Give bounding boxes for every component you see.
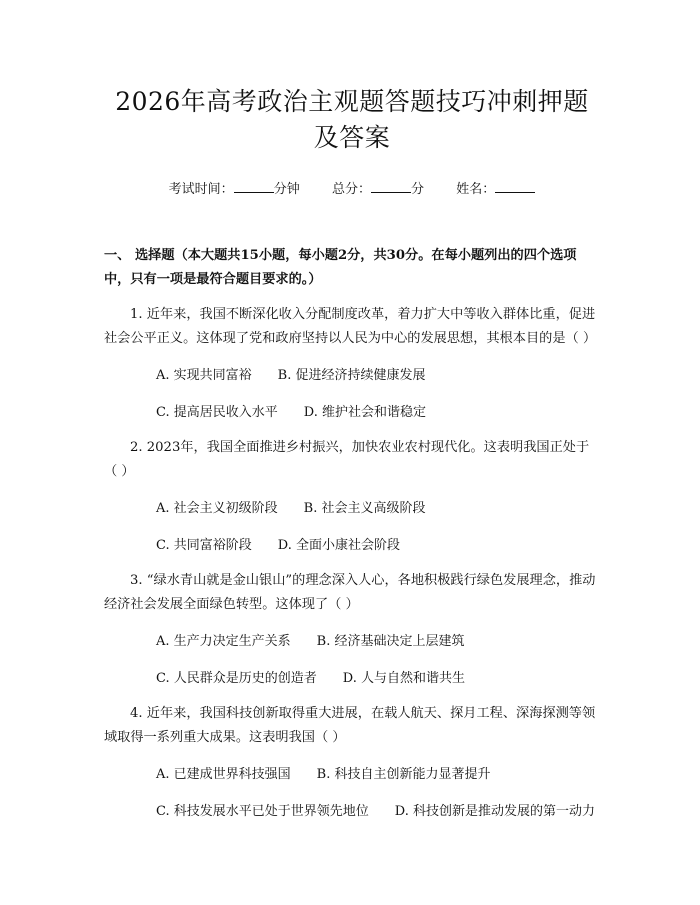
question-2-options-row2 <box>104 534 600 558</box>
option: B. 社会主义高级阶段 <box>303 501 426 516</box>
section-heading: 一、 选择题（本大题共15小题，每小题2分，共30分。在每小题列出的四个选项中，只有一项是最符合题目要求的。） <box>104 248 577 287</box>
name-blank <box>495 180 535 193</box>
option: D. 维护社会和谐稳定 <box>303 405 426 420</box>
option: C. 共同富裕阶段 <box>156 538 252 553</box>
option: D. 全面小康社会阶段 <box>277 538 400 553</box>
option: B. 促进经济持续健康发展 <box>277 368 426 383</box>
question-4-options-row1 <box>104 763 600 787</box>
option: C. 人民群众是历史的创造者 <box>156 671 317 686</box>
option: D. 人与自然和谐共生 <box>342 671 465 686</box>
time-unit: 分钟 <box>273 182 300 197</box>
question-2: 2. 2023年，我国全面推进乡村振兴，加快农业农村现代化。这表明我国正处于（ ） <box>104 440 590 479</box>
time-label: 考试时间： <box>168 182 234 197</box>
question-3: 3. “绿水青山就是金山银山”的理念深入人心，各地积极践行绿色发展理念，推动经济社会发展全面绿色转型。这体现了（ ） <box>104 573 596 612</box>
question-4: 4. 近年来，我国科技创新取得重大进展，在载人航天、探月工程、深海探测等领域取得一系列重大成果。这表明我国（ ） <box>104 706 596 745</box>
option: D. 科技创新是推动发展的第一动力 <box>394 804 595 819</box>
score-blank <box>371 180 411 193</box>
option: A. 生产力决定生产关系 <box>156 634 291 649</box>
page-title: 2026年高考政治主观题答题技巧冲刺押题及答案 <box>115 87 589 152</box>
question-3-options-row2 <box>104 667 600 691</box>
time-blank <box>234 180 274 193</box>
option: B. 科技自主创新能力显著提升 <box>316 767 491 782</box>
option: A. 已建成世界科技强国 <box>156 767 291 782</box>
option: C. 科技发展水平已处于世界领先地位 <box>156 804 369 819</box>
question-1-options-row2 <box>104 401 600 425</box>
score-label: 总分： <box>331 182 371 197</box>
name-label: 姓名： <box>456 182 496 197</box>
score-unit: 分 <box>411 182 425 197</box>
question-2-options-row1 <box>104 497 600 521</box>
option: B. 经济基础决定上层建筑 <box>316 634 465 649</box>
question-1: 1. 近年来，我国不断深化收入分配制度改革，着力扩大中等收入群体比重，促进社会公平正义。这体现了党和政府坚持以人民为中心的发展思想，其根本目的是（ ） <box>104 307 597 346</box>
question-3-options-row1 <box>104 630 600 654</box>
option: A. 社会主义初级阶段 <box>156 501 278 516</box>
question-1-options-row1 <box>104 364 600 388</box>
option: A. 实现共同富裕 <box>156 368 252 383</box>
option: C. 提高居民收入水平 <box>156 405 278 420</box>
question-4-options-row2 <box>104 800 600 824</box>
exam-meta <box>104 180 600 200</box>
